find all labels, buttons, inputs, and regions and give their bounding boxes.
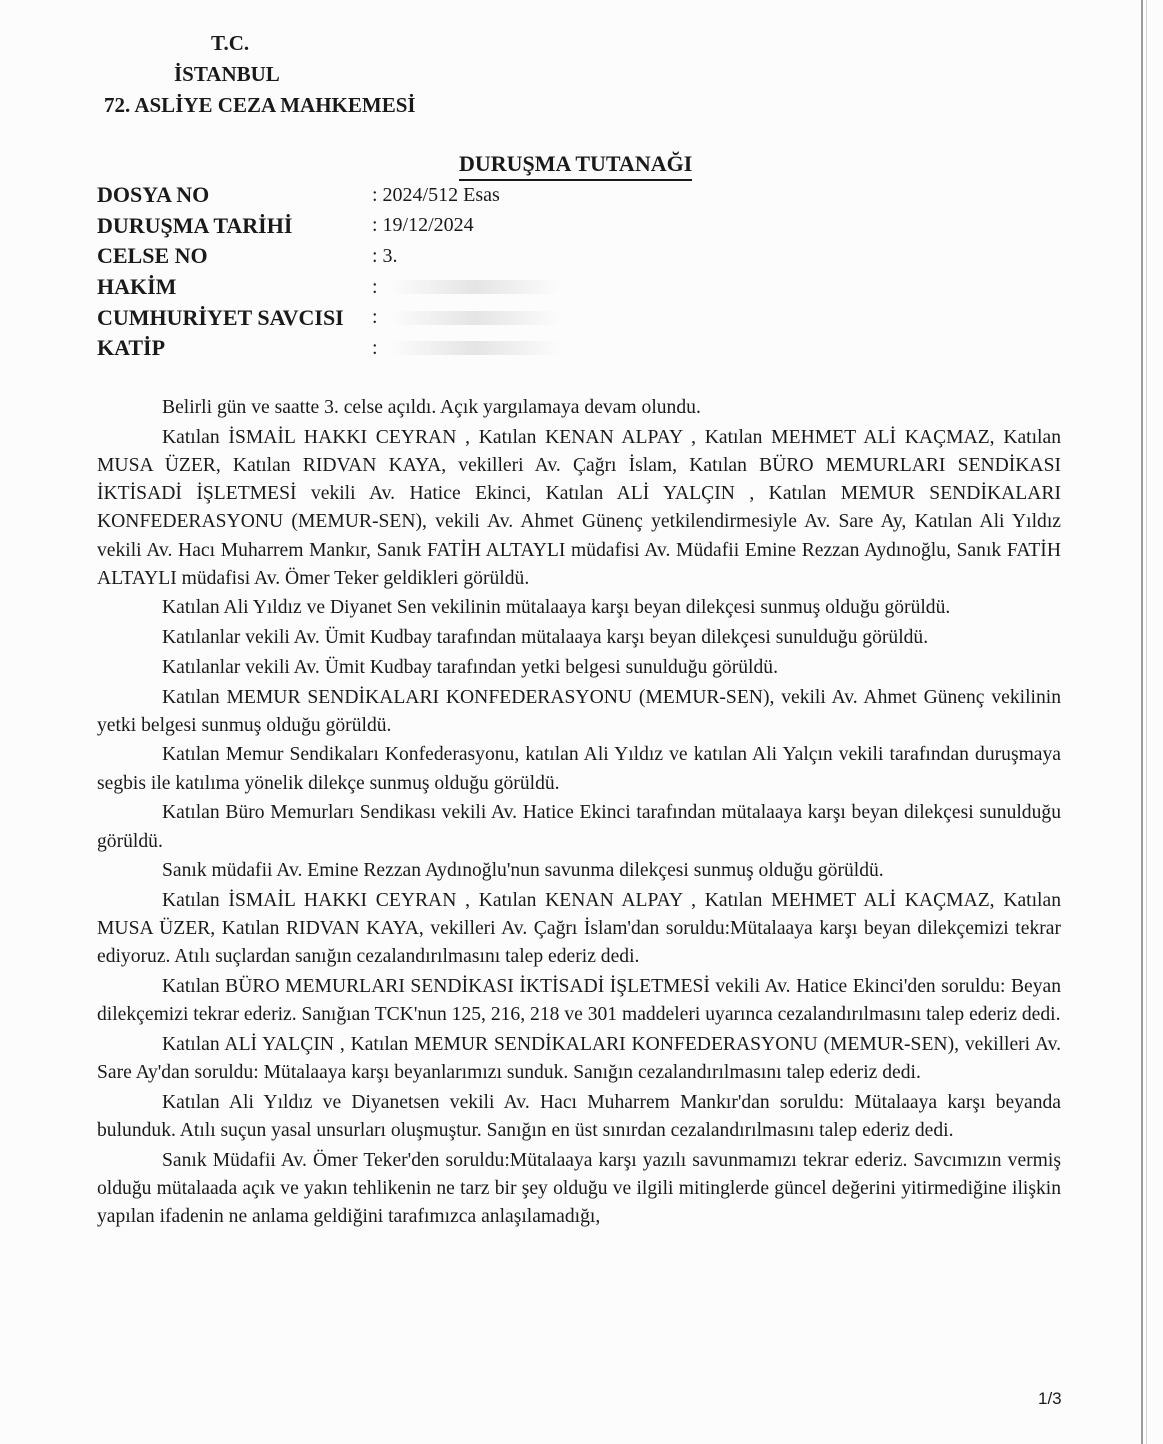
- clerk-value: :: [372, 336, 378, 359]
- paragraph: Katılan Memur Sendikaları Konfederasyonu, katılan Ali Yıldız ve katılan Ali Yalçın vekili tarafından duruşmaya segbis ile katılıma yönelik dilekçe sunmuş olduğu görüldü.: [97, 744, 1061, 794]
- page-number: 1/3: [1038, 1389, 1062, 1408]
- redacted-name: [390, 280, 560, 294]
- case-info-row: [97, 333, 797, 364]
- case-info-row: [97, 180, 797, 211]
- judge-value: :: [372, 275, 378, 298]
- paragraph: Katılan Büro Memurları Sendikası vekili Av. Hatice Ekinci tarafından mütalaaya karşı beyan dilekçesi sunulduğu görüldü.: [97, 802, 1061, 852]
- paragraph: Belirli gün ve saatte 3. celse açıldı. Açık yargılamaya devam olundu.: [162, 397, 701, 418]
- hearing-date-value: : 19/12/2024: [372, 214, 474, 237]
- session-no-value: : 3.: [372, 244, 398, 267]
- prosecutor-value: :: [372, 306, 378, 329]
- paragraph: Sanık Müdafii Av. Ömer Teker'den soruldu:Mütalaaya karşı yazılı savunmamızı tekrar ederiz. Savcımızın vermiş olduğu mütalaada açık ve yakın tehlikenin ne tarz bir şey olduğu ve ilgili mitinglerde güncel değerini yitirmediğine ilişkin yapılan ifadenin ne anlama geldiğini tarafımızca anlaşılamadığı,: [97, 1149, 1061, 1228]
- case-info: [97, 180, 797, 364]
- document-title: DURUŞMA TUTANAĞI: [459, 150, 692, 181]
- paragraph: Katılan İSMAİL HAKKI CEYRAN , Katılan KENAN ALPAY , Katılan MEHMET ALİ KAÇMAZ, Katılan MUSA ÜZER, Katılan RIDVAN KAYA, vekilleri Av. Çağrı İslam'dan soruldu:Mütalaaya karşı beyan dilekçemizi tekrar ediyoruz. Atılı suçlardan sanığın cezalandırılmasını talep ederiz dedi.: [97, 889, 1061, 968]
- case-info-row: [97, 241, 797, 272]
- court-header: [0, 28, 560, 121]
- case-info-row: [97, 302, 797, 333]
- judge-label: HAKİM: [97, 274, 177, 300]
- redacted-name: [390, 311, 560, 325]
- paragraph: Katılan İSMAİL HAKKI CEYRAN , Katılan KENAN ALPAY , Katılan MEHMET ALİ KAÇMAZ, Katılan MUSA ÜZER, Katılan RIDVAN KAYA, vekilleri Av. Çağrı İslam, Katılan BÜRO MEMURLARI SENDİKASI İKTİSADİ İŞLETMESİ vekili Av. Hatice Ekinci, Katılan ALİ YALÇIN , Katılan MEMUR SENDİKALARI KONFEDERASYONU (MEMUR-SEN), vekili Av. Ahmet Günenç yetkilendirmesiyle Av. Sare Ay, Katılan Ali Yıldız vekili Av. Hacı Muharrem Mankır, Sanık FATİH ALTAYLI müdafisi Av. Müdafii Emine Rezzan Aydınoğlu, Sanık FATİH ALTAYLI müdafisi Av. Ömer Teker geldikleri görüldü.: [97, 426, 1061, 589]
- court-country: T.C.: [211, 31, 250, 55]
- paragraph: Katılan Ali Yıldız ve Diyanet Sen vekilinin mütalaaya karşı beyan dilekçesi sunmuş olduğu görüldü.: [162, 597, 951, 619]
- paragraph: Katılan ALİ YALÇIN , Katılan MEMUR SENDİKALARI KONFEDERASYONU (MEMUR-SEN), vekilleri Av. Sare Ay'dan soruldu: Mütalaaya karşı beyanlarımızı sunduk. Sanığın cezalandırılmasını talep ederiz dedi.: [97, 1033, 1061, 1084]
- case-info-row: [97, 272, 797, 303]
- prosecutor-label: CUMHURİYET SAVCISI: [97, 304, 344, 330]
- court-name: 72. ASLİYE CEZA MAHKEMESİ: [104, 93, 416, 117]
- file-no-label: DOSYA NO: [97, 182, 210, 208]
- paragraph: Katılan Ali Yıldız ve Diyanetsen vekili Av. Hacı Muharrem Mankır'dan soruldu: Mütalaaya karşı beyanda bulunduk. Atılı suçun yasal unsurları oluşmuştur. Sanığın en üst sınırdan cezalandırılmasını talep ederiz dedi.: [97, 1091, 1061, 1142]
- redacted-name: [390, 341, 560, 355]
- clerk-label: KATİP: [97, 335, 166, 361]
- court-city: İSTANBUL: [174, 62, 280, 86]
- paragraph: Katılanlar vekili Av. Ümit Kudbay tarafından mütalaaya karşı beyan dilekçesi sunulduğu görüldü.: [162, 627, 929, 649]
- hearing-date-label: DURUŞMA TARİHİ: [97, 212, 293, 238]
- file-no-value: : 2024/512 Esas: [372, 183, 500, 206]
- paragraph: Katılanlar vekili Av. Ümit Kudbay tarafından yetki belgesi sunulduğu görüldü.: [162, 656, 778, 678]
- paragraph: Sanık müdafii Av. Emine Rezzan Aydınoğlu'nun savunma dilekçesi sunmuş olduğu görüldü.: [162, 860, 884, 882]
- paragraph: Katılan MEMUR SENDİKALARI KONFEDERASYONU (MEMUR-SEN), vekili Av. Ahmet Günenç vekilinin yetki belgesi sunmuş olduğu görüldü.: [97, 686, 1061, 736]
- page-edge-line: [1141, 0, 1143, 1444]
- page-edge-line-secondary: [1146, 0, 1147, 1444]
- minutes-body: [97, 394, 1061, 1233]
- paragraph: Katılan BÜRO MEMURLARI SENDİKASI İKTİSADİ İŞLETMESİ vekili Av. Hatice Ekinci'den soruldu: Beyan dilekçemizi tekrar ederiz. Sanığıan TCK'nun 125, 216, 218 ve 301 maddeleri uyarınca cezalandırılmasını talep ederiz dedi.: [97, 976, 1061, 1026]
- session-no-label: CELSE NO: [97, 243, 208, 269]
- case-info-row: [97, 211, 797, 242]
